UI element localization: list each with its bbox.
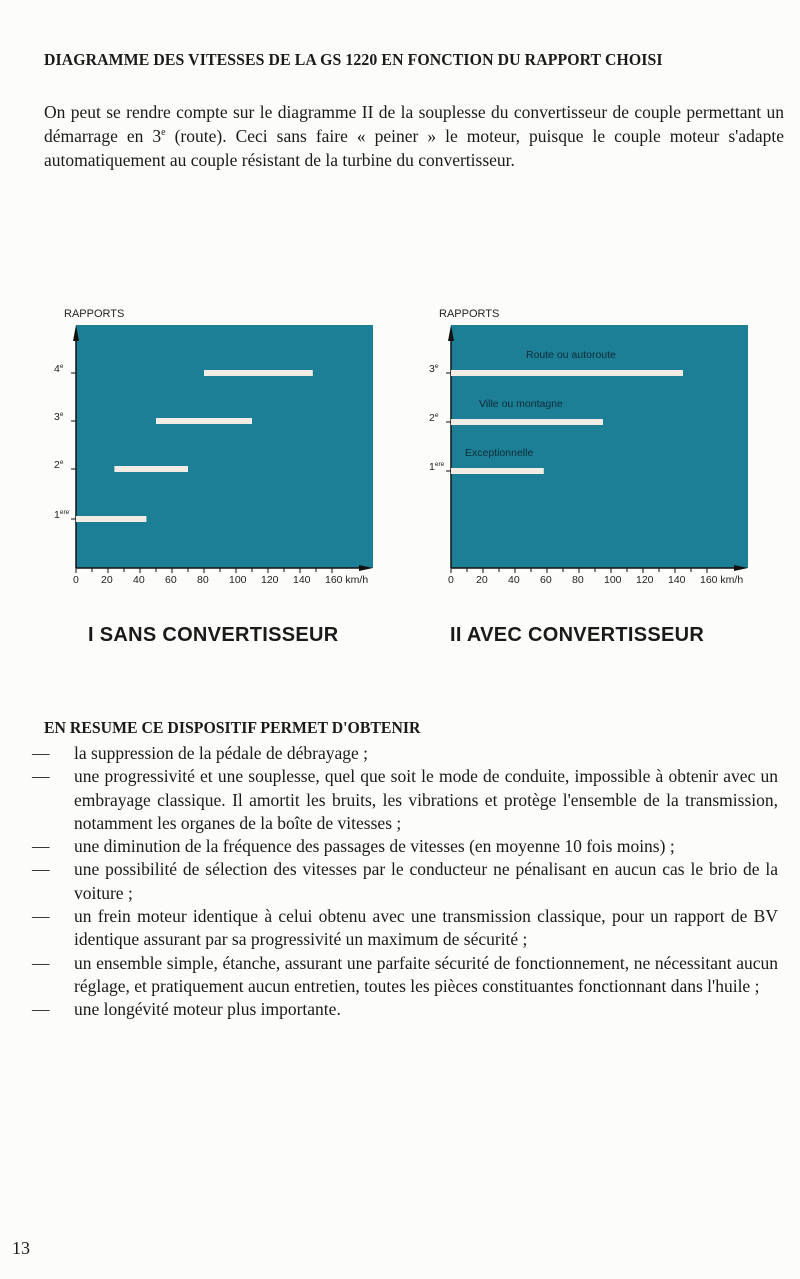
y-tick-label: 4e [54, 363, 64, 375]
x-tick-label: 140 [668, 574, 686, 586]
x-tick-label: 40 [508, 574, 520, 586]
summary-item [32, 858, 778, 905]
gear-range-bar [451, 419, 603, 425]
y-tick-label: 1ere [54, 509, 70, 521]
intro-paragraph [44, 100, 784, 172]
summary-title: EN RESUME CE DISPOSITIF PERMET D'OBTENIR [44, 718, 421, 737]
summary-item-text: un ensemble simple, étanche, assurant une parfaite sécurité de fonctionnement, ne nécessitant aucun réglage, et pratiquement aucun entretien, toutes les pièces constituantes fonctionnant dans l'huile ; [74, 952, 778, 996]
dash: — [32, 766, 50, 787]
summary-item [32, 835, 778, 858]
y-tick-label: 1ere [429, 461, 445, 473]
chart-title-right: II AVEC CONVERTISSEUR [450, 624, 705, 646]
summary-item [32, 765, 778, 835]
page-number: 13 [12, 1238, 30, 1258]
x-tick-label: 60 [165, 574, 177, 586]
gear-range-bar [451, 468, 544, 474]
gear-range-bar [114, 466, 188, 472]
x-tick-label: 120 [636, 574, 654, 586]
bar-annotation: Ville ou montagne [479, 398, 563, 410]
gear-range-bar [204, 370, 313, 376]
x-tick-label: 160 km/h [700, 574, 744, 586]
x-tick-label: 60 [540, 574, 552, 586]
chart-title-left: I SANS CONVERTISSEUR [88, 624, 339, 646]
intro-text-1: On peut se rendre compte sur le diagramme II de la souplesse du convertisseur de couple permettant un démarrage en 3 [44, 102, 784, 146]
x-tick-label: 80 [572, 574, 584, 586]
chart-sans-convertisseur [40, 300, 390, 590]
x-tick-label: 120 [261, 574, 279, 586]
dash: — [32, 743, 50, 763]
chart-avec-convertisseur [415, 300, 765, 590]
y-tick-label: 3e [429, 363, 439, 375]
chart-svg-right [415, 300, 765, 590]
chart-svg-left [40, 300, 390, 590]
dash: — [32, 999, 50, 1020]
x-tick-label: 0 [448, 574, 454, 586]
dash: — [32, 952, 50, 973]
x-tick-label: 100 [604, 574, 622, 586]
chart-background [76, 325, 373, 568]
summary-item-text: une diminution de la fréquence des passages de vitesses (en moyenne 10 fois moins) ; [74, 836, 675, 857]
y-tick-label: 2e [429, 412, 439, 424]
summary-item-text: une possibilité de sélection des vitesses par le conducteur ne pénalisant en aucun cas le brio de la voiture ; [74, 859, 778, 903]
summary-item [32, 742, 778, 765]
dash: — [32, 906, 50, 927]
x-tick-label: 160 km/h [325, 574, 369, 586]
summary-item [32, 998, 778, 1021]
summary-item [32, 952, 778, 999]
summary-list [32, 742, 778, 1022]
x-tick-label: 40 [133, 574, 145, 586]
dash: — [32, 836, 50, 857]
y-axis-label: RAPPORTS [439, 308, 500, 320]
summary-item-text: un frein moteur identique à celui obtenu avec une transmission classique, pour un rapport de BV identique assurant par sa progressivité un maximum de sécurité ; [74, 906, 778, 950]
intro-sup: e [161, 127, 166, 139]
x-tick-label: 20 [101, 574, 113, 586]
y-axis-label: RAPPORTS [64, 308, 125, 320]
dash: — [32, 859, 50, 880]
bar-annotation: Route ou autoroute [526, 349, 616, 361]
bar-annotation: Exceptionnelle [465, 447, 534, 459]
summary-item [32, 905, 778, 952]
page-heading: DIAGRAMME DES VITESSES DE LA GS 1220 EN FONCTION DU RAPPORT CHOISI [44, 50, 663, 69]
summary-item-text: une longévité moteur plus importante. [74, 999, 341, 1020]
y-tick-label: 3e [54, 411, 64, 423]
gear-range-bar [76, 516, 146, 522]
y-tick-label: 2e [54, 459, 64, 471]
summary-item-text: une progressivité et une souplesse, quel que soit le mode de conduite, impossible à obtenir avec un embrayage classique. Il amortit les bruits, les vibrations et protège l'ensemble de la transmission, notamment les organes de la boîte de vitesses ; [74, 766, 778, 833]
x-tick-label: 0 [73, 574, 79, 586]
summary-item-text: la suppression de la pédale de débrayage ; [74, 743, 368, 763]
gear-range-bar [451, 370, 683, 376]
x-tick-label: 80 [197, 574, 209, 586]
x-tick-label: 20 [476, 574, 488, 586]
x-tick-label: 140 [293, 574, 311, 586]
gear-range-bar [156, 418, 252, 424]
intro-text-2: (route). Ceci sans faire « peiner » le moteur, puisque le couple moteur s'adapte automatiquement au couple résistant de la turbine du convertisseur. [44, 126, 784, 170]
x-tick-label: 100 [229, 574, 247, 586]
